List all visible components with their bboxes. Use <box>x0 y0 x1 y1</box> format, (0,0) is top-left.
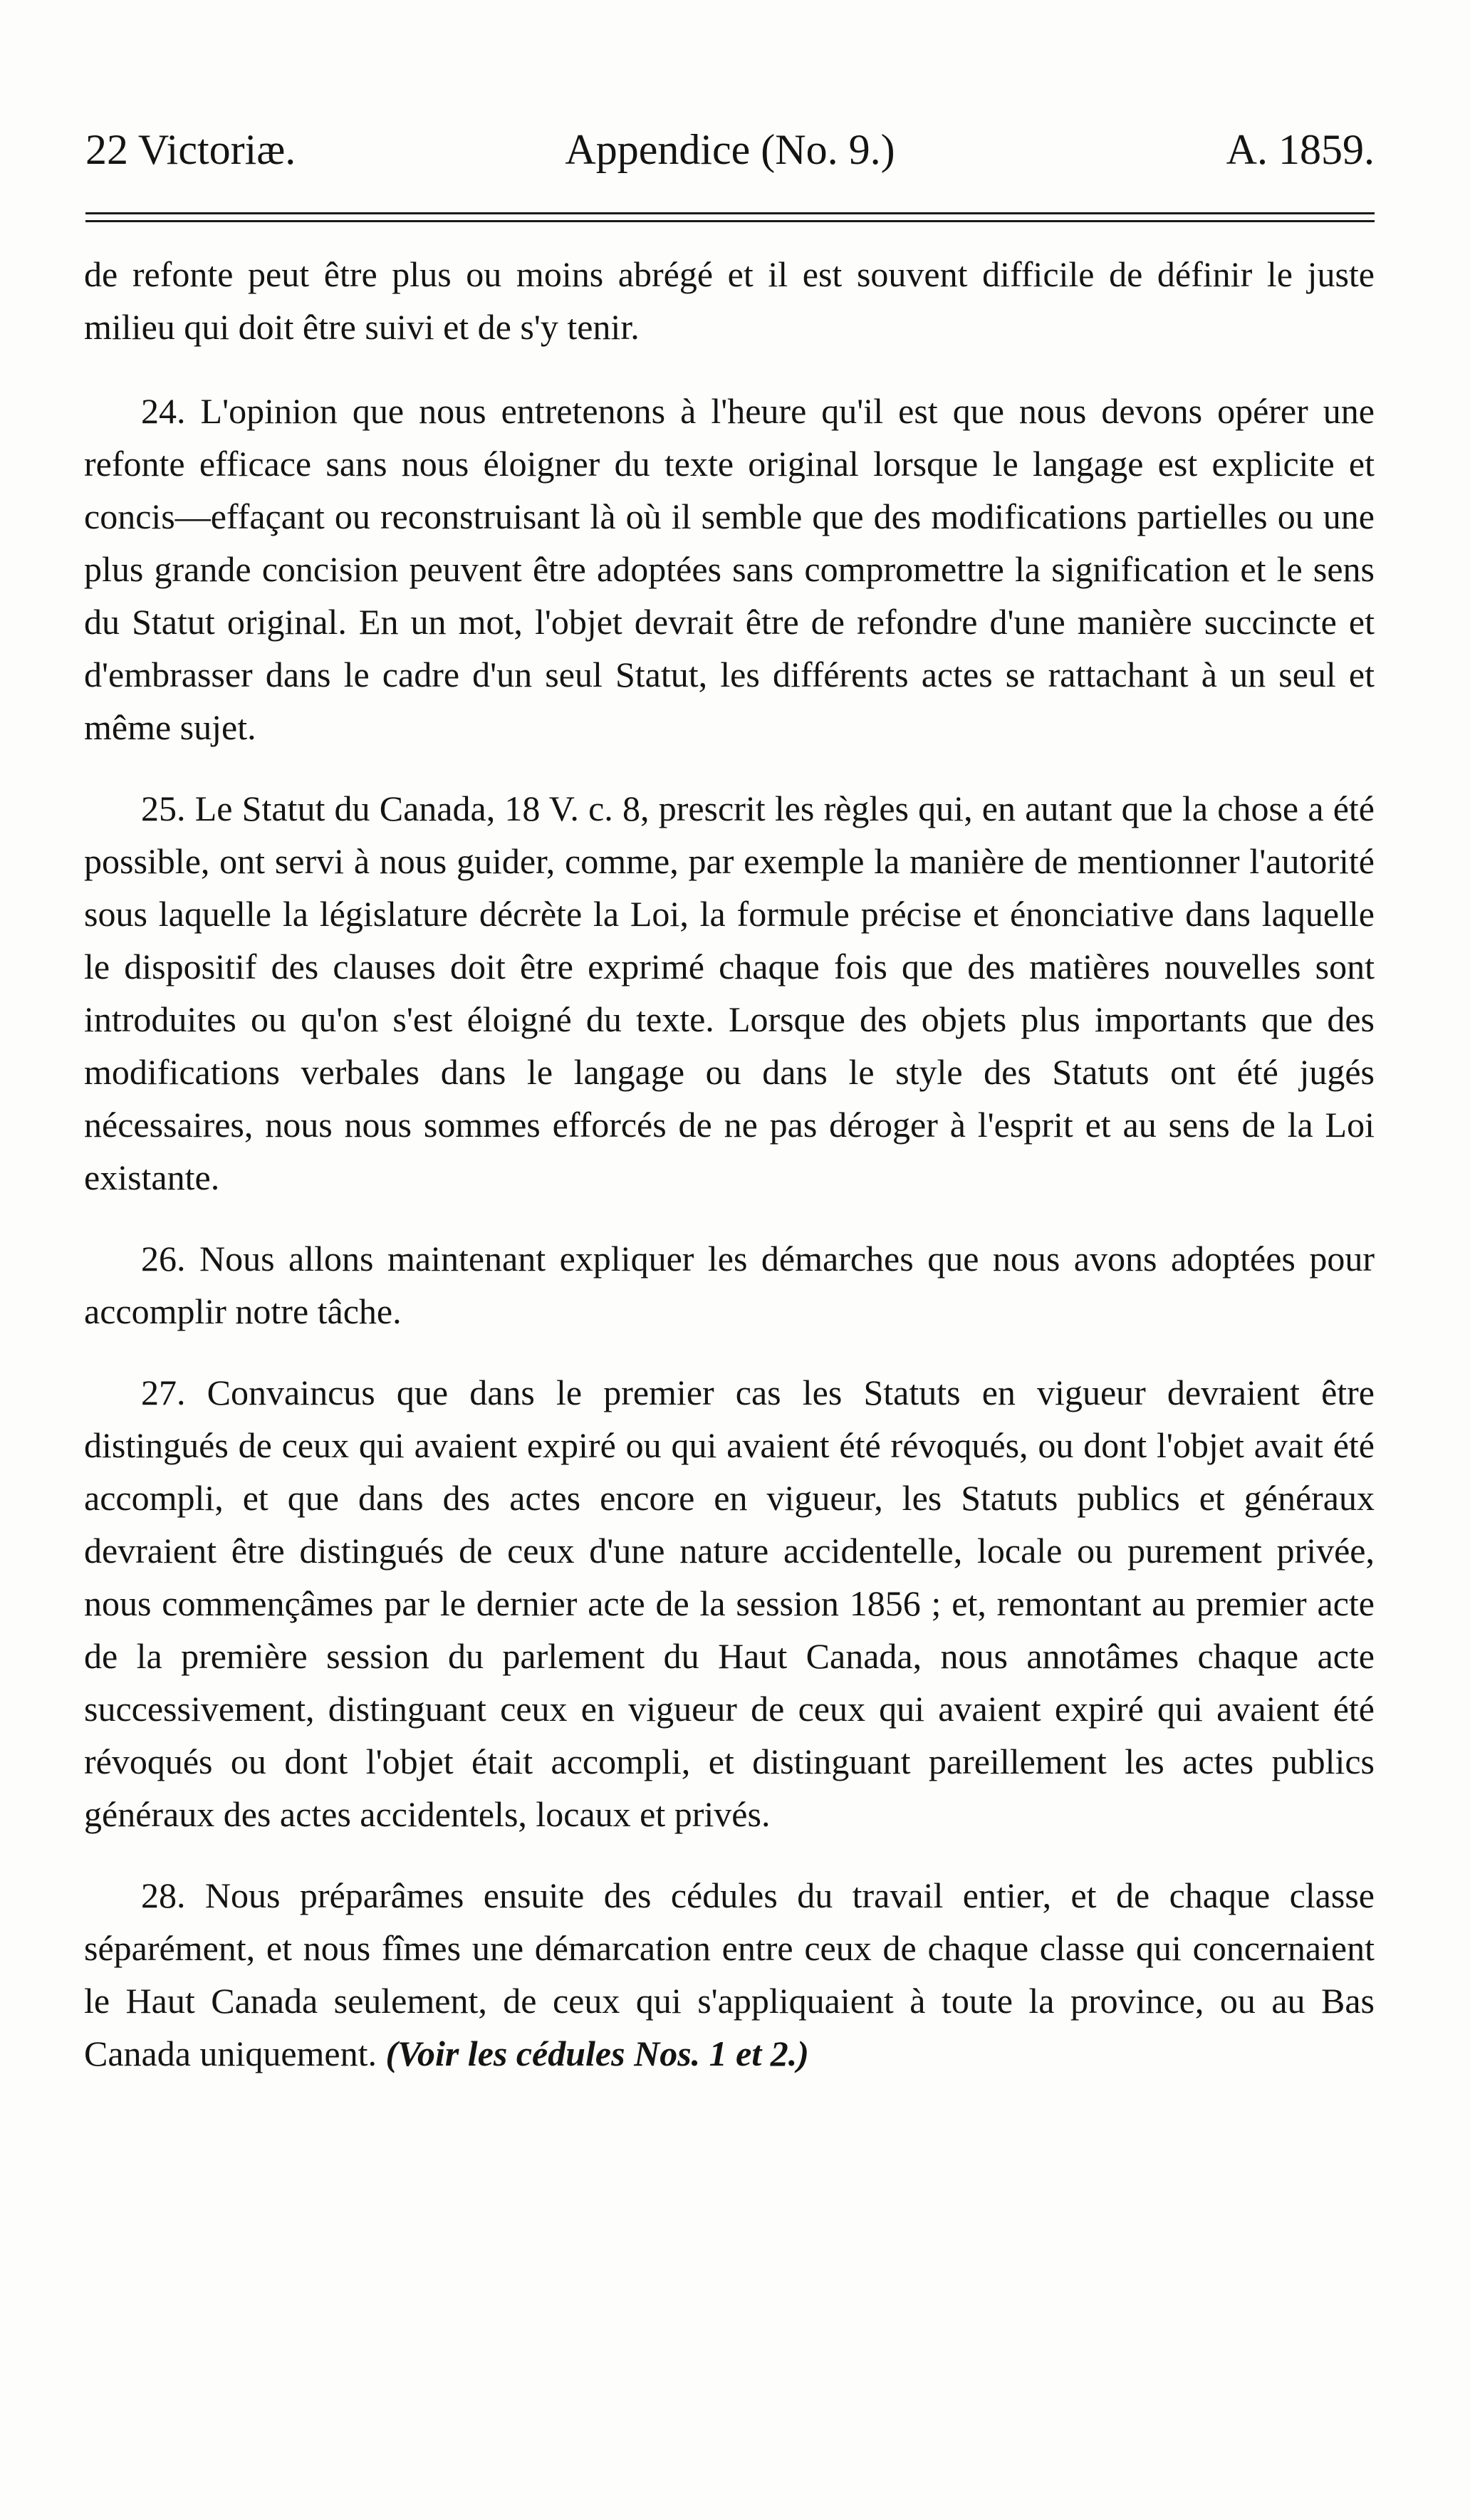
paragraph-28 <box>84 1869 1375 2080</box>
paragraph-text: Nous allons maintenant expliquer les démarches que nous avons adoptées pour accomplir notre tâche. <box>84 1239 1375 1331</box>
header-left: 22 Victoriæ. <box>85 126 296 173</box>
paragraph-26 <box>84 1232 1375 1338</box>
paragraph-number: 24. <box>141 391 186 431</box>
paragraph-text: L'opinion que nous entretenons à l'heure qu'il est que nous devons opérer une refonte efficace sans nous éloigner du texte original lorsque le langage est explicite et concis—effaçant ou reconstruisant là où il semble que des modifications partielles ou une plus grande concision peuvent être adoptées sans compromettre la signification et le sens du Statut original. En un mot, l'objet devrait être de refondre d'une manière succincte et d'embrasser dans le cadre d'un seul Statut, les différents actes se rattachant à un seul et même sujet. <box>84 391 1375 747</box>
paragraph-text: Le Statut du Canada, 18 V. c. 8, prescrit les règles qui, en autant que la chose a été possible, ont servi à nous guider, comme, par exemple la manière de mentionner l'autorité sous laquelle la législature décrète la Loi, la formule précise et énonciative dans laquelle le dispositif des clauses doit être exprimé chaque fois que des matières nouvelles sont introduites ou qu'on s'est éloigné du texte. Lorsque des objets plus importants que des modifications verbales dans le langage ou dans le style des Statuts ont été jugés nécessaires, nous nous sommes efforcés de ne pas déroger à l'esprit et au sens de la Loi existante. <box>84 788 1375 1197</box>
header-center: Appendice (No. 9.) <box>565 126 895 173</box>
paragraph-27 <box>84 1366 1375 1840</box>
body-text <box>84 248 1375 2108</box>
paragraph-text: Nous préparâmes ensuite des cédules du travail entier, et de chaque classe séparément, et nous fîmes une démarcation entre ceux de chaque classe qui concernaient le Haut Canada seulement, de ceux qui s'appliquaient à toute la province, ou au Bas Canada uniquement. <box>84 1875 1375 2073</box>
paragraph-text: de refonte peut être plus ou moins abrégé et il est souvent difficile de définir le juste milieu qui doit être suivi et de s'y tenir. <box>84 254 1375 347</box>
paragraph-number: 25. <box>141 788 186 828</box>
paragraph-25 <box>84 782 1375 1204</box>
paragraph-number: 28. <box>141 1875 186 1915</box>
schedule-reference: (Voir les cédules Nos. 1 et 2.) <box>385 2034 809 2073</box>
page-header <box>85 121 1375 178</box>
header-rule-bottom <box>85 220 1375 222</box>
paragraph-24 <box>84 385 1375 754</box>
paragraph-number: 26. <box>141 1239 186 1279</box>
header-right: A. 1859. <box>1226 126 1375 173</box>
header-rule-top <box>85 212 1375 214</box>
paragraph-number: 27. <box>141 1373 186 1412</box>
paragraph-continuation <box>84 248 1375 353</box>
paragraph-text: Convaincus que dans le premier cas les Statuts en vigueur devraient être distingués de ceux qui avaient expiré ou qui avaient été révoqués, ou dont l'objet avait été accompli, et que dans des actes encore en vigueur, les Statuts publics et généraux devraient être distingués de ceux d'une nature accidentelle, locale ou purement privée, nous commençâmes par le dernier acte de la session 1856 ; et, remontant au premier acte de la première session du parlement du Haut Canada, nous annotâmes chaque acte successivement, distinguant ceux en vigueur de ceux qui avaient expiré qui avaient été révoqués ou dont l'objet était accompli, et distinguant pareillement les actes publics généraux des actes accidentels, locaux et privés. <box>84 1373 1375 1834</box>
